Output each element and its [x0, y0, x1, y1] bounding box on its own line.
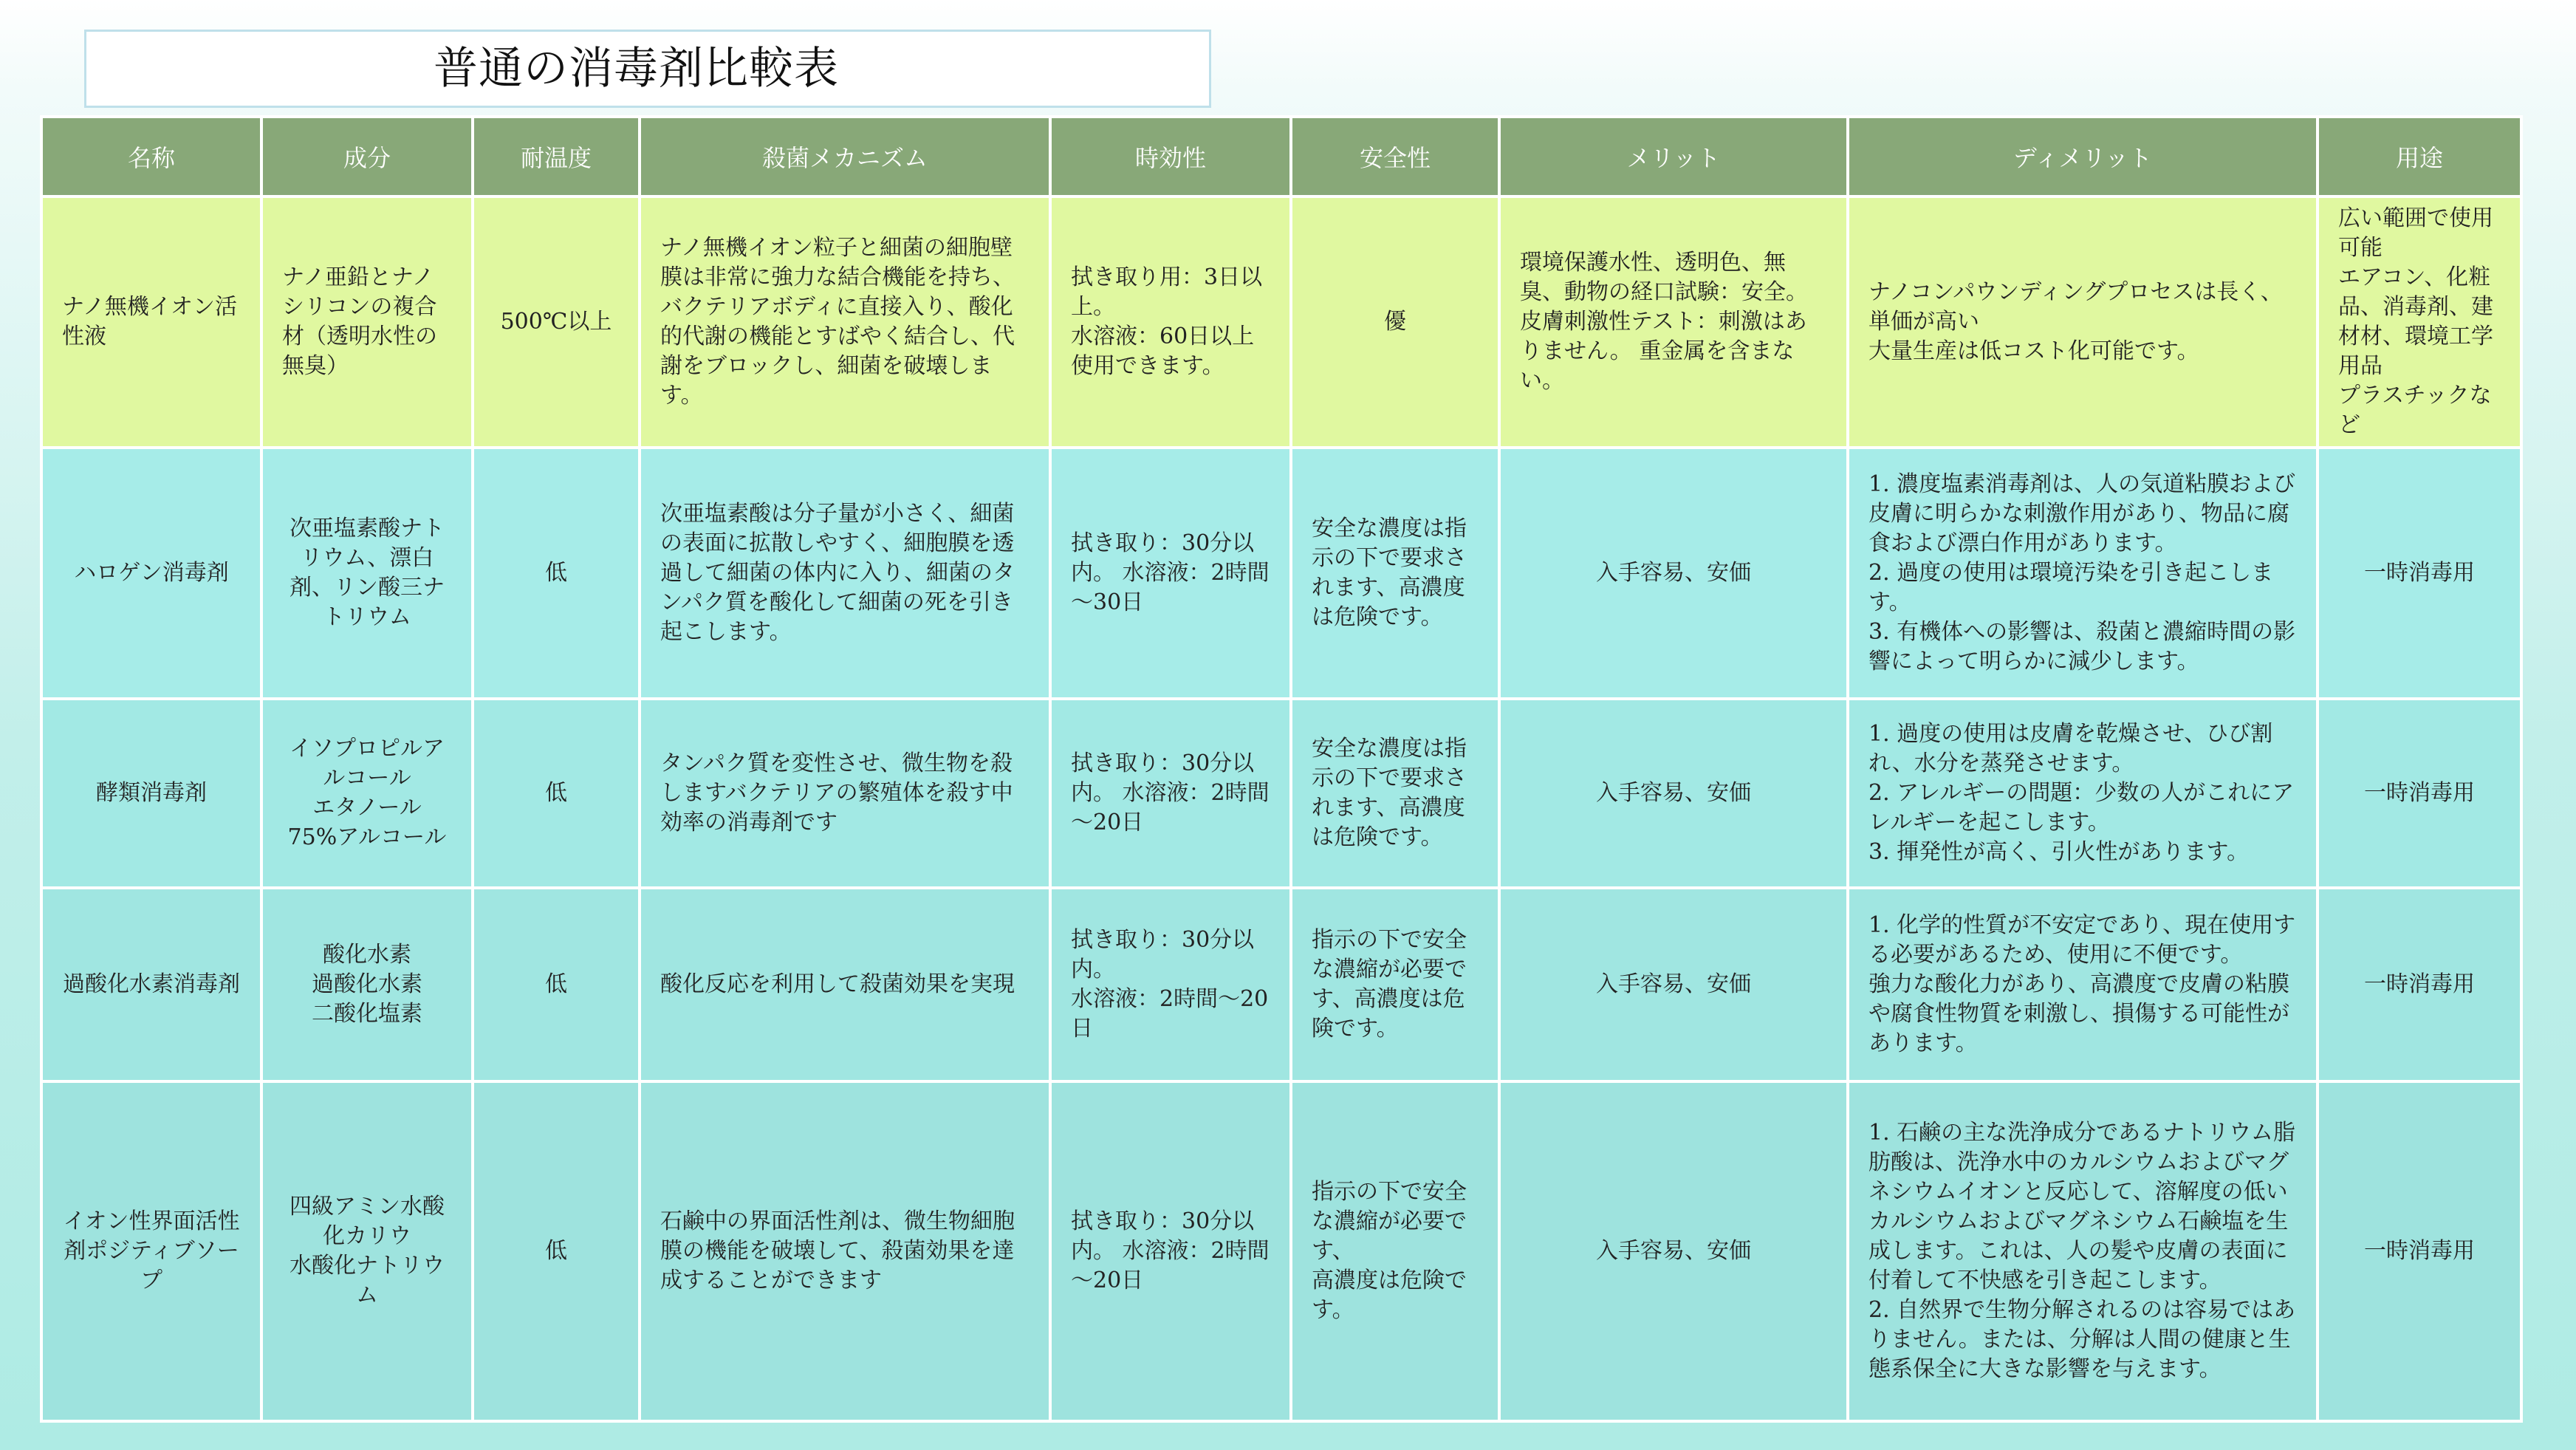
header-merit: メリット: [1499, 117, 1848, 196]
title-box: [84, 30, 1211, 108]
cell-duration: 拭き取り：30分以内。 水溶液：2時間～20日: [1050, 699, 1291, 888]
cell-merit: 入手容易、安価: [1499, 888, 1848, 1081]
comparison-table: [40, 115, 2523, 1423]
cell-name: ナノ無機イオン活性液: [41, 196, 261, 448]
table-row: [41, 888, 2521, 1081]
cell-temperature: 500℃以上: [473, 196, 640, 448]
cell-mechanism: 酸化反応を利用して殺菌効果を実現: [640, 888, 1050, 1081]
cell-duration: 拭き取り用：3日以上。 水溶液：60日以上使用できます。: [1050, 196, 1291, 448]
cell-component: 次亜塩素酸ナトリウム、漂白剤、リン酸三ナトリウム: [261, 448, 473, 699]
cell-temperature: 低: [473, 1081, 640, 1421]
cell-mechanism: 次亜塩素酸は分子量が小さく、細菌の表面に拡散しやすく、細胞膜を透過して細菌の体内に入り、細菌のタンパク質を酸化して細菌の死を引き起こします。: [640, 448, 1050, 699]
cell-demerit: 1. 石鹸の主な洗浄成分であるナトリウム脂肪酸は、洗浄水中のカルシウムおよびマグネシウムイオンと反応して、溶解度の低いカルシウムおよびマグネシウム石鹸塩を生成します。これは、人の髪や皮膚の表面に付着して不快感を引き起こします。 2. 自然界で生物分解されるのは容易ではありません。または、分解は人間の健康と生態系保全に大きな影響を与えます。: [1848, 1081, 2318, 1421]
cell-mechanism: ナノ無機イオン粒子と細菌の細胞壁膜は非常に強力な結合機能を持ち、バクテリアボディに直接入り、酸化的代謝の機能とすばやく結合し、代謝をブロックし、細菌を破壊します。: [640, 196, 1050, 448]
cell-temperature: 低: [473, 448, 640, 699]
cell-component: イソプロピルアルコール エタノール 75%アルコール: [261, 699, 473, 888]
cell-usage: 広い範囲で使用可能 エアコン、化粧品、消毒剤、建材材、環境工学用品 プラスチックなど: [2318, 196, 2521, 448]
table-row: [41, 699, 2521, 888]
cell-duration: 拭き取り：30分以内。 水溶液：2時間～20日: [1050, 1081, 1291, 1421]
cell-safety: 優: [1291, 196, 1499, 448]
cell-usage: 一時消毒用: [2318, 699, 2521, 888]
cell-usage: 一時消毒用: [2318, 1081, 2521, 1421]
header-row: [41, 117, 2521, 196]
header-demerit: ディメリット: [1848, 117, 2318, 196]
header-usage: 用途: [2318, 117, 2521, 196]
cell-component: ナノ亜鉛とナノシリコンの複合材（透明水性の無臭）: [261, 196, 473, 448]
cell-safety: 安全な濃度は指示の下で要求されます、高濃度は危険です。: [1291, 448, 1499, 699]
cell-duration: 拭き取り：30分以内。 水溶液：2時間～20日: [1050, 888, 1291, 1081]
cell-name: イオン性界面活性剤ポジティブソープ: [41, 1081, 261, 1421]
cell-merit: 環境保護水性、透明色、無臭、動物の経口試験：安全。皮膚刺激性テスト：刺激はありません。 重金属を含まない。: [1499, 196, 1848, 448]
cell-merit: 入手容易、安価: [1499, 699, 1848, 888]
page-title: 普通の消毒剤比較表: [434, 43, 839, 95]
header-temperature: 耐温度: [473, 117, 640, 196]
cell-demerit: 1. 化学的性質が不安定であり、現在使用する必要があるため、使用に不便です。 強力な酸化力があり、高濃度で皮膚の粘膜や腐食性物質を刺激し、損傷する可能性があります。: [1848, 888, 2318, 1081]
cell-name: 過酸化水素消毒剤: [41, 888, 261, 1081]
cell-demerit: ナノコンパウンディングプロセスは長く、単価が高い 大量生産は低コスト化可能です。: [1848, 196, 2318, 448]
cell-merit: 入手容易、安価: [1499, 1081, 1848, 1421]
cell-component: 酸化水素 過酸化水素 二酸化塩素: [261, 888, 473, 1081]
cell-name: ハロゲン消毒剤: [41, 448, 261, 699]
cell-demerit: 1. 過度の使用は皮膚を乾燥させ、ひび割れ、水分を蒸発させます。 2. アレルギーの問題：少数の人がこれにアレルギーを起こします。 3. 揮発性が高く、引火性があります。: [1848, 699, 2318, 888]
cell-mechanism: タンパク質を変性させ、微生物を殺しますバクテリアの繁殖体を殺す中効率の消毒剤です: [640, 699, 1050, 888]
cell-safety: 指示の下で安全な濃縮が必要です、高濃度は危険です。: [1291, 888, 1499, 1081]
cell-duration: 拭き取り：30分以内。 水溶液：2時間～30日: [1050, 448, 1291, 699]
cell-name: 酵類消毒剤: [41, 699, 261, 888]
cell-mechanism: 石鹸中の界面活性剤は、微生物細胞膜の機能を破壊して、殺菌効果を達成することができます: [640, 1081, 1050, 1421]
cell-merit: 入手容易、安価: [1499, 448, 1848, 699]
cell-temperature: 低: [473, 699, 640, 888]
cell-safety: 指示の下で安全な濃縮が必要です、 高濃度は危険です。: [1291, 1081, 1499, 1421]
cell-component: 四級アミン水酸化カリウ 水酸化ナトリウム: [261, 1081, 473, 1421]
header-safety: 安全性: [1291, 117, 1499, 196]
header-mechanism: 殺菌メカニズム: [640, 117, 1050, 196]
cell-demerit: 1. 濃度塩素消毒剤は、人の気道粘膜および皮膚に明らかな刺激作用があり、物品に腐食および漂白作用があります。 2. 過度の使用は環境汚染を引き起こします。 3. 有機体への影響は、殺菌と濃縮時間の影響によって明らかに減少します。: [1848, 448, 2318, 699]
cell-usage: 一時消毒用: [2318, 448, 2521, 699]
cell-temperature: 低: [473, 888, 640, 1081]
table-row: [41, 448, 2521, 699]
cell-usage: 一時消毒用: [2318, 888, 2521, 1081]
header-name: 名称: [41, 117, 261, 196]
header-duration: 時効性: [1050, 117, 1291, 196]
cell-safety: 安全な濃度は指示の下で要求されます、高濃度は危険です。: [1291, 699, 1499, 888]
table-row: [41, 1081, 2521, 1421]
table-row: [41, 196, 2521, 448]
header-component: 成分: [261, 117, 473, 196]
